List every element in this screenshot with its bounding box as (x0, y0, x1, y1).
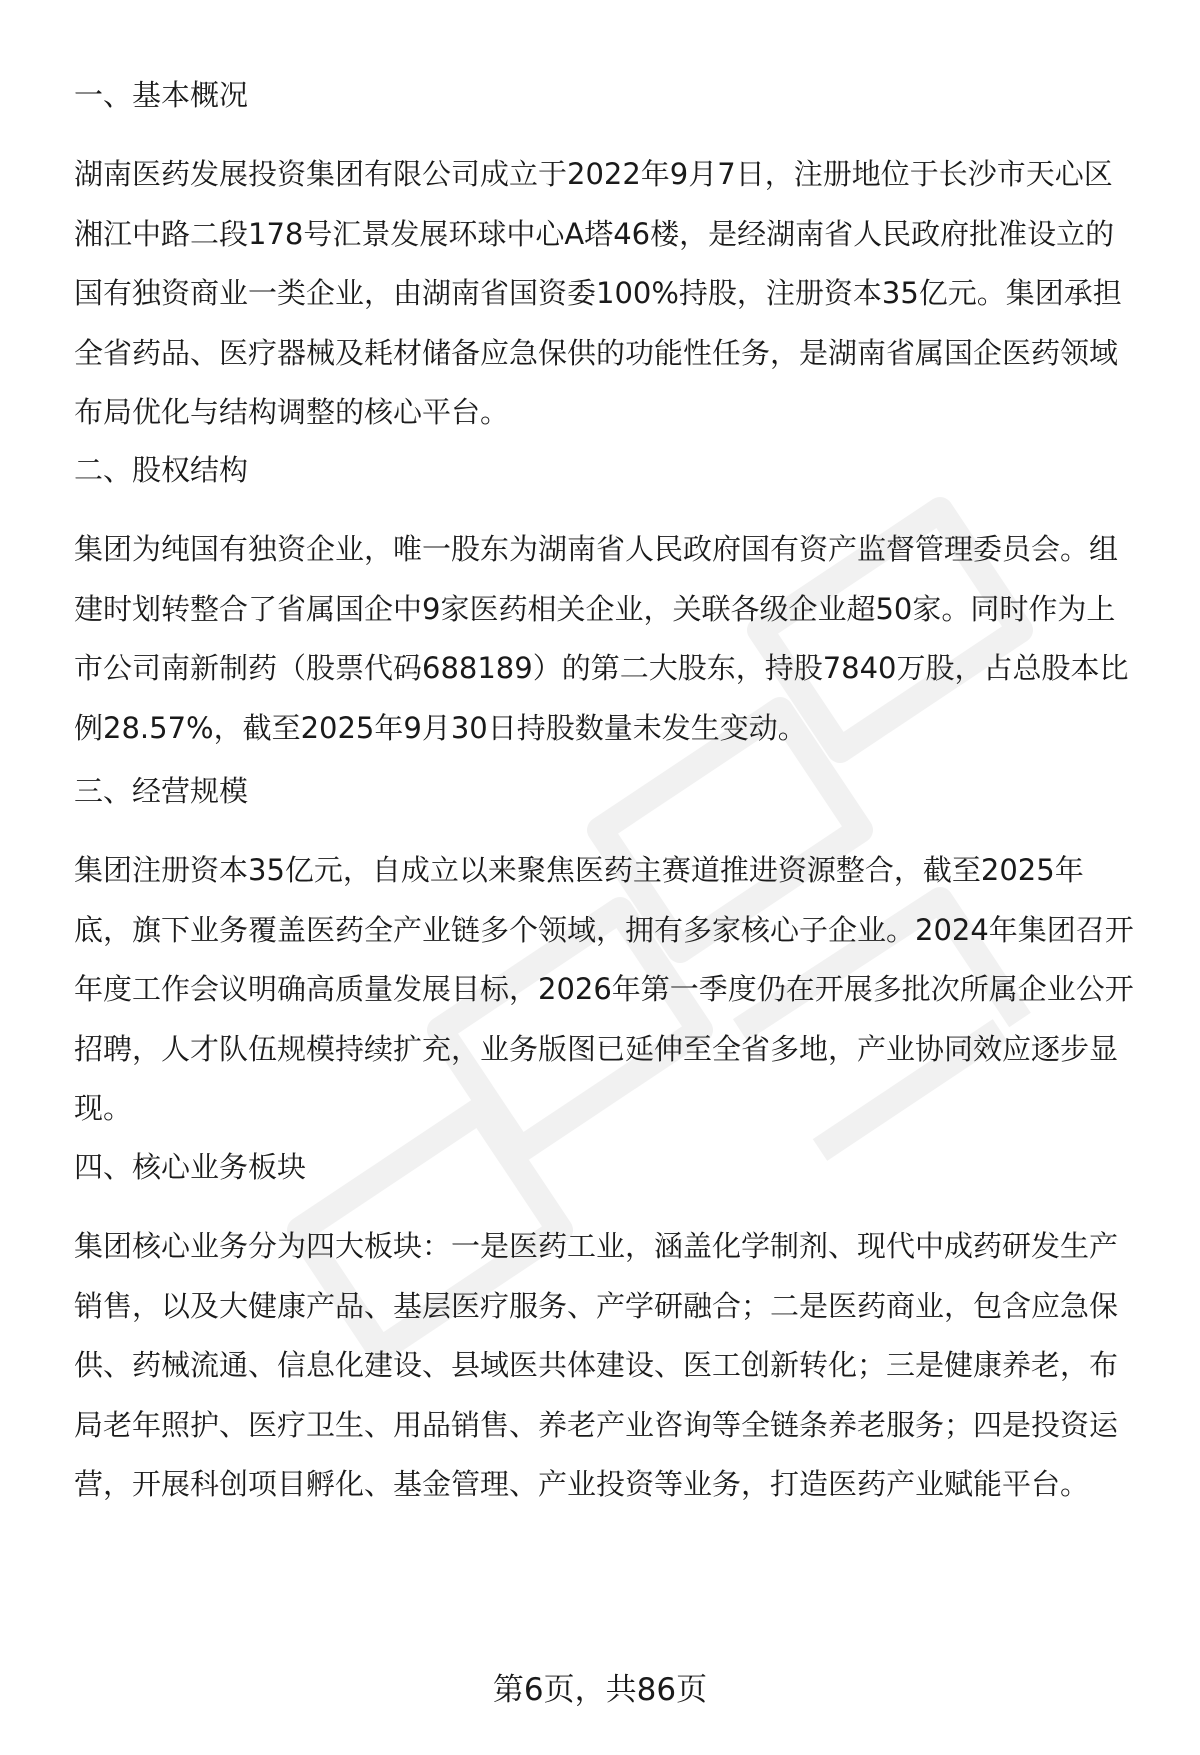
section-heading-overview: 一、基本概况 (74, 78, 249, 112)
section-body-equity: 集团为纯国有独资企业，唯一股东为湖南省人民政府国有资产监督管理委员会。组 建时划转整合了省属国企中9家医药相关企业，关联各级企业超50家。同时作为上 市公司南新制药（股票代码688189）的第二大股东，持股7840万股，占总股本比 例28.57%，截至2025年9月30日持股数量未发生变动。 (74, 532, 1129, 745)
section-heading-equity: 二、股权结构 (74, 453, 249, 487)
section-body-overview: 湖南医药发展投资集团有限公司成立于2022年9月7日，注册地位于长沙市天心区 湘江中路二段178号汇景发展环球中心A塔46楼，是经湖南省人民政府批准设立的 国有独资商业一类企业，由湖南省国资委100%持股，注册资本35亿元。集团承担 全省药品、医疗器械及耗材储备应急保供的功能性任务，是湖南省属国企医药领域 布局优化与结构调整的核心平台。 (74, 157, 1122, 429)
section-body-business: 集团核心业务分为四大板块：一是医药工业，涵盖化学制剂、现代中成药研发生产 销售，以及大健康产品、基层医疗服务、产学研融合；二是医药商业，包含应急保 供、药械流通、信息化建设、县域医共体建设、医工创新转化；三是健康养老，布 局老年照护、医疗卫生、用品销售、养老产业咨询等全链条养老服务；四是投资运 营，开展科创项目孵化、基金管理、产业投资等业务，打造医药产业赋能平台。 (74, 1229, 1119, 1501)
section-body-scale: 集团注册资本35亿元，自成立以来聚焦医药主赛道推进资源整合，截至2025年 底，旗下业务覆盖医药全产业链多个领域，拥有多家核心子企业。2024年集团召开 年度工作会议明确高质量发展目标，2026年第一季度仍在开展多批次所属企业公开 招聘，人才队伍规模持续扩充，业务版图已延伸至全省多地，产业协同效应逐步显 现。 (74, 853, 1134, 1125)
section-heading-business: 四、核心业务板块 (74, 1150, 307, 1184)
page-number: 第6页，共86页 (492, 1672, 708, 1708)
section-heading-scale: 三、经营规模 (74, 774, 249, 808)
